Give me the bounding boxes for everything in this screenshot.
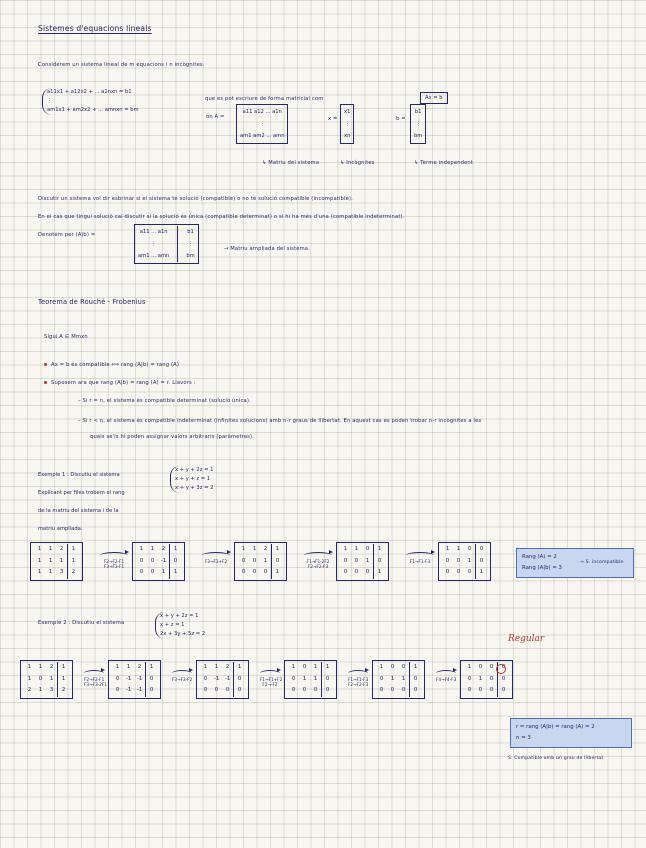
ex2-m3-cell-0-1: 1 [214,664,219,670]
ex2-m5-cell-2-0: 0 [379,687,384,693]
ex2-n: n = 3 [516,735,531,741]
ex2-m2-cell-0-2: 2 [137,664,142,670]
ex2-op-1-line-1: F2→F2-F1 [84,677,105,682]
ex1-line-4: matriu ampliada. [38,526,83,532]
ex2-m1-cell-2-2: 3 [49,687,54,693]
ex2-m4-cell-1-0: 0 [291,675,296,682]
cas-text: En el cas que tingui solució cal discutir si la solució és única (compatible determinat) o si hi ha més d'una (compatible indeterminat). [38,214,405,220]
x-vec-3: xn [344,133,351,139]
augmented-label: → Matriu ampliada del sistema. [224,246,310,252]
ex2-m1-cell-1-2: 1 [49,675,54,682]
ex1-sys-2: x + y + z = 1 [175,476,211,482]
ex2-op-4-line-1: F1→F1-F3 [348,677,369,682]
ex2-m4-cell-2-3: 0 [321,685,333,697]
ex1-m2-cell-2-1: 0 [150,569,155,575]
ax-equals-b-box: Ax = b [420,92,448,104]
ex2-m2-cell-1-3: 0 [145,674,157,686]
ex2-m4-cell-0-2: 1 [313,664,318,670]
ex2-m2-cell-1-0: 0 [115,675,120,682]
ex1-op-1-line-2: F3→F3-F1 [103,564,125,569]
ex2-op-4-line-2: F2→F2-F3 [348,682,369,687]
ex1-op-1-line-1: F2→F2-F1 [103,559,125,564]
ex2-m5-cell-2-1: 0 [390,687,395,693]
ex2-m2-cell-2-2: -1 [136,687,143,693]
ex1-m5-cell-1-0: 0 [445,557,450,564]
intro-text: Considerem un sistema lineal de m equacions i n incògnites. [38,62,205,68]
ex2-op-3-line-2: F2→-F2 [262,682,278,687]
ex2-m2-cell-1-2: -1 [136,675,143,682]
ex1-m4-cell-1-1: 0 [354,557,359,564]
ex2-m6-cell-1-3: 0 [497,674,509,686]
ex1-row-operation-3 [304,552,332,569]
sub-bullet-2-text: Si r < n, el sistema és compatible indeterminat (infinites solucions) amb n-r graus de llibertat. En aquest cas es poden trobar n-r incògnites a les [82,418,482,424]
ex1-m5-cell-2-2: 0 [467,569,472,575]
ex2-m2-cell-2-3: 0 [145,685,157,697]
example2-result [510,718,632,748]
ex1-m5-cell-0-3: 0 [475,544,487,556]
ex1-m2-cell-0-0: 1 [139,546,144,552]
ex2-m2-cell-0-0: 1 [115,664,120,670]
ex1-row-operation-1 [100,552,128,569]
ex1-m3-cell-0-1: 1 [252,546,257,552]
ex2-m5-cell-0-0: 1 [379,664,384,670]
ex2-m1-cell-1-1: 0 [38,675,43,682]
ex1-m4-cell-0-1: 1 [354,546,359,552]
general-system-row-1: a11x1 + a12x2 + ... a1nxn = b1 [47,89,132,95]
ex1-m4-cell-2-3: 1 [373,567,385,579]
ex2-op-5-line-1: F4→F4-F3 [436,677,457,682]
sub-bullet-1: – Si r = n, el sistema és compatible determinat (solució única). [78,398,251,404]
ex2-m6-cell-2-2: 0 [489,687,494,693]
ex2-op-1-line-2: F3→F3-2F1 [84,682,107,687]
ex2-m1-cell-2-0: 2 [27,687,32,693]
ex2-m6-cell-1-0: 0 [467,675,472,682]
ex1-m3-cell-0-2: 2 [263,546,268,552]
ex2-m4-cell-2-1: 0 [302,687,307,693]
ex1-m3-cell-1-2: 1 [263,557,268,564]
example1-system [170,466,213,493]
ex2-m4-cell-1-3: 0 [321,674,333,686]
general-system [42,88,139,115]
ex1-m5-cell-1-2: 1 [467,557,472,564]
ex2-m6-cell-1-2: 0 [489,675,494,682]
ex2-m2-cell-1-1: -1 [125,675,132,682]
ex2-m1-cell-2-1: 1 [38,687,43,693]
x-vec-1: x1 [344,109,351,115]
ex1-m4-cell-0-3: 1 [373,544,385,556]
ex1-rank-a: Rang (A) = 2 [522,554,557,560]
sub-bullet-2: – Si r < n, el sistema és compatible indeterminat (infinites solucions) amb n-r graus de llibertat. En aquest cas es poden trobar n-r incògnites a les [78,418,482,424]
ex2-m3-cell-0-2: 2 [225,664,230,670]
ex1-m3-cell-2-1: 0 [252,569,257,575]
ex2-m2-cell-2-1: -1 [125,687,132,693]
ex1-m1-cell-0-0: 1 [37,546,42,552]
label-matriu-text: Matriu del sistema [268,160,320,166]
ex2-m3-cell-1-3: 0 [233,674,245,686]
ex1-m4-cell-0-0: 1 [343,546,348,552]
example1-text [38,466,125,538]
sub-bullet-1-text: Si r = n, el sistema és compatible determinat (solució única). [82,398,251,404]
ex2-m2-cell-2-0: 0 [115,687,120,693]
ex2-m5-cell-1-2: 1 [401,675,406,682]
ex1-m3-cell-0-0: 1 [241,546,246,552]
ex1-m1-cell-2-2: 3 [59,569,64,575]
ex2-m4-cell-2-2: 0 [313,687,318,693]
ex2-sys-3: 2x + 3y + 5z = 2 [160,631,205,637]
ex1-m4-cell-0-2: 0 [365,546,370,552]
ex1-m4-cell-1-2: 1 [365,557,370,564]
ex2-matrix-3 [196,660,249,699]
ex2-m6-cell-2-1: 0 [478,687,483,693]
ex1-op-3-line-1: F1→F1-2F2 [306,559,330,564]
ex1-matrix-2 [132,542,185,581]
ex1-op-3-line-2: F2→F2-F3 [307,564,329,569]
ex2-m4-cell-0-3: 1 [321,662,333,674]
ex1-row-operation-2 [202,552,230,564]
example2-system [155,612,205,639]
label-incognites-text: Incògnites [346,160,375,166]
ex2-m3-cell-2-1: 0 [214,687,219,693]
ex1-m5-cell-1-1: 0 [456,557,461,564]
ex1-m1-cell-2-3: 2 [67,567,79,579]
augmented-label-text: Matriu ampliada del sistema. [230,246,310,252]
ex1-m5-cell-2-0: 0 [445,569,450,575]
ex1-m1-cell-1-2: 1 [59,557,64,564]
ex1-op-4-line-1: F1→F1-F3 [409,559,431,564]
ex1-line-1: Exemple 1 : Discutiu el sistema [38,472,120,478]
coefficient-matrix [236,104,288,144]
ex2-m3-cell-2-0: 0 [203,687,208,693]
label-terme-text: Terme independent [420,160,474,166]
ex1-rank-ab: Rang (A|b) = 3 [522,565,562,571]
ex2-m5-cell-1-0: 0 [379,675,384,682]
ex2-m3-cell-2-3: 0 [233,685,245,697]
augmented-matrix [134,224,199,264]
ex2-m2-cell-0-3: 1 [145,662,157,674]
coef-row-1: a11 a12 ... a1n [242,109,282,115]
ex1-m3-cell-1-3: 0 [271,556,283,568]
amp-b-1: b1 [187,229,194,235]
ex2-m2-cell-0-1: 1 [126,664,131,670]
ex1-m2-cell-2-0: 0 [139,569,144,575]
bullet-1 [44,362,179,368]
amp-b-3: bm [186,253,195,259]
ex2-m1-cell-2-3: 2 [57,685,69,697]
ex1-matrix-5 [438,542,491,581]
general-system-row-3: am1x1 + am2x2 + ... amnxn = bm [47,107,139,113]
label-terme-independent: ↳ Terme independent [414,160,474,166]
theorem-title: Teorema de Rouché - Frobenius [38,298,146,306]
ex2-matrix-4 [284,660,337,699]
ex1-m4-cell-2-2: 0 [365,569,370,575]
ex2-op-3-line-1: F1→F1+F2 [260,677,283,682]
ex2-rank: r = rang (A|b) = rang (A) = 2 [516,724,595,730]
amp-b-2: ⋮ [187,241,194,247]
ex1-sys-3: x + y + 3z = 2 [175,485,214,491]
ex2-matrix-5 [372,660,425,699]
ex1-m2-cell-1-3: 0 [169,556,181,568]
ex1-m4-cell-2-1: 0 [354,569,359,575]
ex1-line-2: Explicant per files trobem el rang [38,490,125,496]
ex2-m1-cell-0-0: 1 [27,664,32,670]
ex2-m5-cell-0-1: 0 [390,664,395,670]
b-vec-2: ⋮ [415,121,421,127]
label-incognites: ↳ Incògnites [340,160,375,166]
ex2-m4-cell-2-0: 0 [291,687,296,693]
ex1-matrix-1 [30,542,83,581]
ex2-m5-cell-0-2: 0 [401,664,406,670]
ex1-m4-cell-2-0: 0 [343,569,348,575]
ex2-m5-cell-1-3: 0 [409,674,421,686]
b-vec-1: b1 [414,109,422,115]
ex1-m3-cell-1-1: 0 [252,557,257,564]
ex1-m3-cell-2-0: 0 [241,569,246,575]
ex1-m5-cell-0-1: 1 [456,546,461,552]
ex2-sys-2: x + z = 1 [160,622,185,628]
x-equals-label: x = [328,116,338,122]
ex1-m3-cell-1-0: 0 [241,557,246,564]
ex1-m3-cell-0-3: 1 [271,544,283,556]
ex2-row-operation-3 [260,670,283,687]
on-a-label: on A = [206,114,225,120]
sigui-text: Sigui A ∈ Mmxn [44,334,88,340]
ex2-m6-cell-0-2: 0 [489,664,494,670]
ex1-m2-cell-1-1: 0 [150,557,155,564]
page-title: Sistemes d'equacions lineals [38,24,152,33]
ex2-m3-cell-1-2: -1 [224,675,231,682]
ex2-matrix-2 [108,660,161,699]
ex1-op-2-line-1: F3→F3+F2 [204,559,228,564]
unknowns-vector [340,104,354,144]
ex1-m4-cell-1-3: 0 [373,556,385,568]
ex2-m4-cell-1-1: 1 [302,675,307,682]
ex2-m6-cell-0-1: 0 [478,664,483,670]
ex2-m1-cell-0-2: 2 [49,664,54,670]
ex1-m1-cell-2-0: 1 [37,569,42,575]
denotem-text: Denotem per (A|b) = [38,232,96,238]
ex2-m5-cell-0-3: 1 [409,662,421,674]
ex2-m6-cell-1-1: 1 [478,675,483,682]
example2-text: Exemple 2 : Discutiu el sistema [38,620,125,626]
ex1-matrix-3 [234,542,287,581]
ex2-m1-cell-1-0: 1 [27,675,32,682]
ex1-m2-cell-1-2: -1 [160,557,167,564]
ex1-m1-cell-1-0: 1 [37,557,42,564]
coef-row-2: ⋮ [259,121,265,127]
ex2-m5-cell-1-1: 1 [390,675,395,682]
ex2-m4-cell-0-1: 0 [302,664,307,670]
ex2-m1-cell-1-3: 1 [57,674,69,686]
ex1-m1-cell-0-1: 1 [48,546,53,552]
ex2-m6-cell-0-3: 0 [497,662,509,674]
b-equals-label: b = [396,116,406,122]
ex2-row-operation-1 [84,670,107,687]
ex2-m3-cell-0-3: 1 [233,662,245,674]
ex1-m5-cell-2-1: 0 [456,569,461,575]
ex2-m5-cell-2-3: 0 [409,685,421,697]
amp-row-3: am1 ... amn [138,253,170,259]
ex1-m3-cell-2-3: 1 [271,567,283,579]
ex1-m4-cell-1-0: 0 [343,557,348,564]
ex2-m3-cell-1-1: -1 [213,675,220,682]
ex2-row-operation-4 [348,670,368,687]
ex2-op-2-line-1: F3→F3-F2 [172,677,193,682]
ex2-m5-cell-2-2: 0 [401,687,406,693]
coef-row-3: am1 am2 ... amn [240,133,285,139]
ex2-m1-cell-0-1: 1 [38,664,43,670]
ex2-m6-cell-2-3: 0 [497,685,509,697]
ex1-m2-cell-1-0: 0 [139,557,144,564]
ex1-m1-cell-1-1: 1 [48,557,53,564]
ex1-matrix-4 [336,542,389,581]
amp-row-2: ⋮ [151,241,157,247]
ex1-m2-cell-2-3: 1 [169,567,181,579]
label-matriu-sistema: ↳ Matriu del sistema [262,160,320,166]
ex2-m1-cell-0-3: 1 [57,662,69,674]
ex1-m1-cell-2-1: 1 [48,569,53,575]
ex2-m6-cell-2-0: 0 [467,687,472,693]
ex1-sys-1: x + y + 2z = 1 [175,467,214,473]
ex1-line-3: de la matriu del sistema i de la [38,508,119,514]
ex1-m1-cell-0-3: 1 [67,544,79,556]
regular-annotation: Regular [508,634,545,644]
constants-vector [410,104,426,144]
ex2-m6-cell-0-0: 1 [467,664,472,670]
amp-row-1: a11 ... a1n [139,229,168,235]
ex2-m3-cell-1-0: 0 [203,675,208,682]
ex2-matrix-1 [20,660,73,699]
ex1-conclusion: → S. incompatible [580,560,624,565]
ex2-sys-1: x + y + 2z = 1 [160,613,199,619]
ex1-m5-cell-0-2: 0 [467,546,472,552]
ex2-m4-cell-0-0: 1 [291,664,296,670]
ex1-m1-cell-0-2: 2 [59,546,64,552]
general-system-row-2: ⋮ [47,98,53,104]
ex2-m3-cell-2-2: 0 [225,687,230,693]
x-vec-2: ⋮ [344,121,350,127]
sub-bullet-2-cont: quals se'ls hi poden assignar valors arbitraris (paràmetres). [90,434,254,440]
ex2-row-operation-5 [436,670,456,682]
ex2-conclusion: S. Compatible amb un grau de llibertat [508,756,604,761]
bullet-1-text: Ax = b és compatible ⟺ rang (A|b) = rang (A) [51,362,179,368]
matrix-form-text: que es pot escriure de forma matricial com [205,96,324,102]
ex1-m2-cell-2-2: 1 [161,569,166,575]
ex2-m4-cell-1-2: 1 [313,675,318,682]
ex1-m5-cell-2-3: 1 [475,567,487,579]
ex1-m3-cell-2-2: 0 [263,569,268,575]
bullet-2-text: Suposem ara que rang (A|b) = rang (A) = r. Llavors : [51,380,196,386]
ex1-m2-cell-0-3: 1 [169,544,181,556]
ex1-m1-cell-1-3: 1 [67,556,79,568]
b-vec-3: bm [414,133,423,139]
regular-circle [496,664,506,674]
ex1-m2-cell-0-2: 2 [161,546,166,552]
ex1-m5-cell-1-3: 0 [475,556,487,568]
ex1-m5-cell-0-0: 1 [445,546,450,552]
ex2-m3-cell-0-0: 1 [203,664,208,670]
ex1-m2-cell-0-1: 1 [150,546,155,552]
discutir-text: Discutir un sistema vol dir esbrinar si el sistema té solució (compatible) o no té solució compatible (incompatible). [38,196,353,202]
bullet-2 [44,380,196,386]
ex2-row-operation-2 [172,670,192,682]
ex1-row-operation-4 [406,552,434,564]
